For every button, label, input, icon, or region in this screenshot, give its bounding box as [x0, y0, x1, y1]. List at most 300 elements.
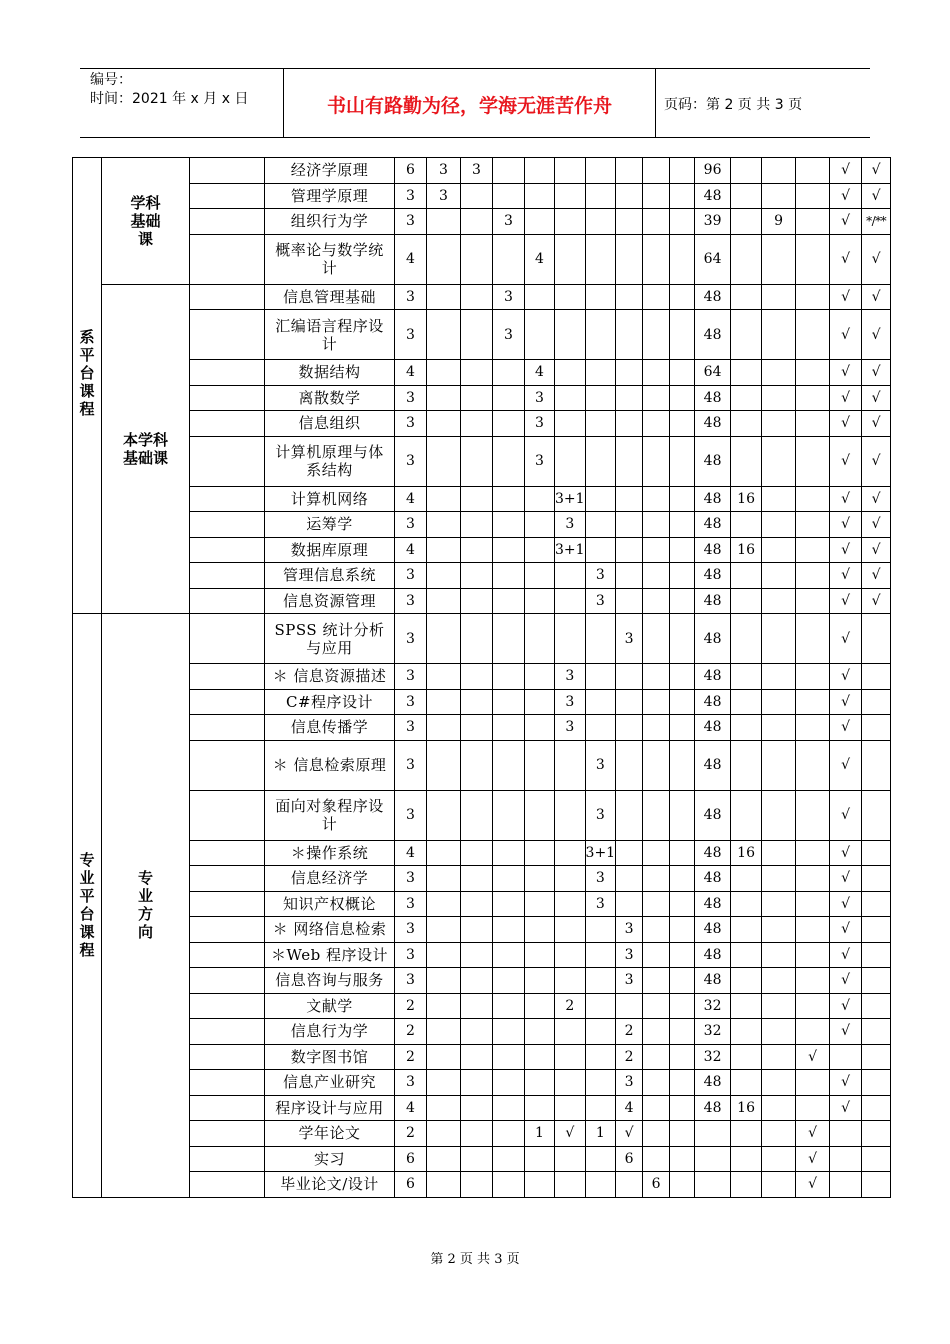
lab-hours-cell: [731, 1121, 762, 1147]
semester-8-cell: [643, 790, 670, 840]
course-name: 计算机网络: [265, 486, 395, 512]
semester-8-cell: [643, 740, 670, 790]
lab-hours-cell: [731, 866, 762, 892]
semester-7-cell: [616, 689, 643, 715]
course-name: 概率论与数学统计: [265, 234, 395, 284]
mark-c-cell: [862, 1146, 891, 1172]
semester-7-cell: [616, 183, 643, 209]
credit-cell: 2: [395, 1044, 427, 1070]
mark-a-cell: [796, 411, 830, 437]
semester-3-cell: [493, 740, 525, 790]
semester-7-cell: [616, 840, 643, 866]
semester-7-cell: [616, 158, 643, 184]
credit-cell: 4: [395, 537, 427, 563]
mark-b-cell: [830, 1044, 862, 1070]
semester-9-cell: [670, 158, 695, 184]
lab-hours-cell: [731, 740, 762, 790]
table-row: [73, 1146, 891, 1172]
subgroup-undergrad-basic: 本学科基础课: [102, 284, 190, 614]
table-row: [73, 740, 891, 790]
hours-cell: 48: [695, 512, 731, 538]
semester-1-cell: [427, 1070, 461, 1096]
semester-4-cell: [525, 614, 555, 664]
semester-5-cell: [555, 1044, 586, 1070]
semester-4-cell: [525, 158, 555, 184]
hours-cell: [695, 1172, 731, 1198]
course-code-cell: [190, 790, 265, 840]
mark-c-cell: [862, 840, 891, 866]
mark-c-cell: √: [862, 411, 891, 437]
table-row: [73, 234, 891, 284]
semester-9-cell: [670, 310, 695, 360]
hours-cell: 32: [695, 1019, 731, 1045]
course-code-cell: [190, 715, 265, 741]
semester-1-cell: [427, 993, 461, 1019]
semester-6-cell: [585, 1146, 616, 1172]
semester-6-cell: [585, 385, 616, 411]
semester-4-cell: [525, 993, 555, 1019]
hours-cell: 48: [695, 385, 731, 411]
credit-cell: 3: [395, 689, 427, 715]
semester-8-cell: [643, 614, 670, 664]
course-name: 信息产业研究: [265, 1070, 395, 1096]
semester-8-cell: [643, 866, 670, 892]
semester-8-cell: [643, 411, 670, 437]
credit-cell: 6: [395, 158, 427, 184]
semester-2-cell: [461, 183, 493, 209]
credit-cell: 3: [395, 740, 427, 790]
hours-cell: 48: [695, 310, 731, 360]
hours-cell: 48: [695, 664, 731, 690]
semester-9-cell: [670, 183, 695, 209]
semester-1-cell: [427, 942, 461, 968]
semester-3-cell: [493, 1172, 525, 1198]
other-hours-cell: [762, 968, 796, 994]
hours-cell: 48: [695, 183, 731, 209]
semester-6-cell: [585, 968, 616, 994]
semester-1-cell: [427, 790, 461, 840]
lab-hours-cell: [731, 436, 762, 486]
table-row: [73, 790, 891, 840]
hours-cell: 48: [695, 614, 731, 664]
semester-9-cell: [670, 740, 695, 790]
course-name: 信息传播学: [265, 715, 395, 741]
lab-hours-cell: [731, 183, 762, 209]
other-hours-cell: [762, 512, 796, 538]
semester-2-cell: [461, 563, 493, 589]
hours-cell: 48: [695, 715, 731, 741]
hours-cell: 48: [695, 840, 731, 866]
semester-7-cell: [616, 993, 643, 1019]
semester-3-cell: [493, 689, 525, 715]
mark-b-cell: √: [830, 486, 862, 512]
semester-9-cell: [670, 891, 695, 917]
mark-c-cell: √: [862, 158, 891, 184]
course-code-cell: [190, 1095, 265, 1121]
course-name: 文献学: [265, 993, 395, 1019]
course-code-cell: [190, 1121, 265, 1147]
lab-hours-cell: [731, 917, 762, 943]
lab-hours-cell: [731, 411, 762, 437]
semester-6-cell: [585, 512, 616, 538]
semester-9-cell: [670, 234, 695, 284]
hours-cell: 48: [695, 917, 731, 943]
semester-2-cell: [461, 1146, 493, 1172]
mark-a-cell: √: [796, 1172, 830, 1198]
semester-3-cell: [493, 917, 525, 943]
course-code-cell: [190, 942, 265, 968]
table-row: [73, 588, 891, 614]
lab-hours-cell: [731, 1070, 762, 1096]
mark-c-cell: */**: [862, 209, 891, 235]
semester-7-cell: 2: [616, 1044, 643, 1070]
hours-cell: 48: [695, 740, 731, 790]
semester-2-cell: [461, 840, 493, 866]
course-name: 管理信息系统: [265, 563, 395, 589]
semester-6-cell: [585, 411, 616, 437]
semester-3-cell: [493, 411, 525, 437]
credit-cell: 4: [395, 360, 427, 386]
credit-cell: 3: [395, 968, 427, 994]
semester-4-cell: [525, 790, 555, 840]
semester-6-cell: [585, 183, 616, 209]
lab-hours-cell: 16: [731, 1095, 762, 1121]
group-system-platform: 系平台课程: [73, 158, 102, 614]
semester-2-cell: [461, 1121, 493, 1147]
credit-cell: 3: [395, 614, 427, 664]
lab-hours-cell: [731, 1146, 762, 1172]
course-name: 数据库原理: [265, 537, 395, 563]
semester-3-cell: 3: [493, 310, 525, 360]
mark-c-cell: [862, 993, 891, 1019]
other-hours-cell: [762, 1121, 796, 1147]
mark-a-cell: [796, 588, 830, 614]
mark-c-cell: [862, 740, 891, 790]
semester-7-cell: [616, 234, 643, 284]
semester-9-cell: [670, 563, 695, 589]
credit-cell: 2: [395, 1121, 427, 1147]
semester-2-cell: [461, 360, 493, 386]
group-major-platform: 专业平台课程: [73, 614, 102, 1198]
semester-4-cell: [525, 1070, 555, 1096]
semester-5-cell: [555, 284, 586, 310]
mark-a-cell: [796, 993, 830, 1019]
semester-4-cell: [525, 740, 555, 790]
mark-a-cell: [796, 942, 830, 968]
hours-cell: [695, 1121, 731, 1147]
table-row: [73, 664, 891, 690]
lab-hours-cell: [731, 209, 762, 235]
semester-2-cell: [461, 436, 493, 486]
lab-hours-cell: 16: [731, 486, 762, 512]
semester-1-cell: [427, 1095, 461, 1121]
lab-hours-cell: [731, 790, 762, 840]
course-code-cell: [190, 993, 265, 1019]
credit-cell: 3: [395, 588, 427, 614]
table-row: [73, 968, 891, 994]
hours-cell: 48: [695, 790, 731, 840]
course-name: ＊Web 程序设计: [265, 942, 395, 968]
mark-c-cell: [862, 866, 891, 892]
semester-1-cell: [427, 1121, 461, 1147]
mark-b-cell: [830, 1146, 862, 1172]
semester-3-cell: [493, 158, 525, 184]
semester-1-cell: [427, 512, 461, 538]
credit-cell: 3: [395, 1070, 427, 1096]
course-code-cell: [190, 183, 265, 209]
semester-8-cell: [643, 588, 670, 614]
credit-cell: 3: [395, 385, 427, 411]
page-header: [80, 68, 870, 138]
other-hours-cell: [762, 411, 796, 437]
semester-3-cell: [493, 866, 525, 892]
semester-2-cell: [461, 993, 493, 1019]
semester-8-cell: [643, 993, 670, 1019]
semester-2-cell: [461, 740, 493, 790]
lab-hours-cell: 16: [731, 537, 762, 563]
semester-8-cell: [643, 689, 670, 715]
semester-7-cell: [616, 866, 643, 892]
semester-6-cell: 1: [585, 1121, 616, 1147]
semester-7-cell: 3: [616, 917, 643, 943]
semester-9-cell: [670, 512, 695, 538]
semester-9-cell: [670, 486, 695, 512]
semester-1-cell: [427, 563, 461, 589]
semester-8-cell: 6: [643, 1172, 670, 1198]
mark-c-cell: [862, 942, 891, 968]
semester-5-cell: [555, 1146, 586, 1172]
semester-8-cell: [643, 234, 670, 284]
course-name: 实习: [265, 1146, 395, 1172]
semester-2-cell: [461, 1172, 493, 1198]
mark-a-cell: [796, 790, 830, 840]
semester-7-cell: [616, 436, 643, 486]
semester-2-cell: [461, 866, 493, 892]
other-hours-cell: [762, 588, 796, 614]
other-hours-cell: [762, 917, 796, 943]
mark-b-cell: √: [830, 689, 862, 715]
course-code-cell: [190, 436, 265, 486]
semester-9-cell: [670, 1121, 695, 1147]
hours-cell: 32: [695, 993, 731, 1019]
mark-a-cell: [796, 1095, 830, 1121]
other-hours-cell: [762, 1044, 796, 1070]
semester-3-cell: [493, 790, 525, 840]
course-code-cell: [190, 588, 265, 614]
mark-a-cell: [796, 385, 830, 411]
lab-hours-cell: [731, 1172, 762, 1198]
page-footer: 第 2 页 共 3 页: [430, 1252, 520, 1267]
semester-6-cell: 3: [585, 866, 616, 892]
credit-cell: 2: [395, 993, 427, 1019]
hours-cell: 48: [695, 588, 731, 614]
semester-7-cell: [616, 1172, 643, 1198]
semester-2-cell: [461, 891, 493, 917]
table-row: [73, 1070, 891, 1096]
table-row: [73, 1172, 891, 1198]
table-row: [73, 891, 891, 917]
semester-5-cell: [555, 158, 586, 184]
mark-a-cell: [796, 614, 830, 664]
semester-9-cell: [670, 209, 695, 235]
other-hours-cell: [762, 1070, 796, 1096]
other-hours-cell: [762, 385, 796, 411]
semester-9-cell: [670, 968, 695, 994]
mark-c-cell: [862, 790, 891, 840]
semester-5-cell: [555, 1095, 586, 1121]
mark-a-cell: [796, 715, 830, 741]
semester-3-cell: [493, 360, 525, 386]
semester-2-cell: [461, 664, 493, 690]
course-name: ＊操作系统: [265, 840, 395, 866]
semester-4-cell: [525, 917, 555, 943]
table-row: [73, 563, 891, 589]
course-name: 毕业论文/设计: [265, 1172, 395, 1198]
header-motto: 书山有路勤为径，学海无涯苦作舟: [326, 95, 612, 117]
credit-cell: 3: [395, 866, 427, 892]
mark-b-cell: √: [830, 840, 862, 866]
semester-3-cell: [493, 1095, 525, 1121]
semester-4-cell: [525, 1044, 555, 1070]
semester-3-cell: [493, 1146, 525, 1172]
semester-7-cell: [616, 790, 643, 840]
semester-1-cell: [427, 968, 461, 994]
semester-8-cell: [643, 664, 670, 690]
course-code-cell: [190, 689, 265, 715]
course-name: 信息资源管理: [265, 588, 395, 614]
hours-cell: 48: [695, 284, 731, 310]
semester-3-cell: 3: [493, 284, 525, 310]
course-code-cell: [190, 1172, 265, 1198]
course-name: 面向对象程序设计: [265, 790, 395, 840]
semester-3-cell: 3: [493, 209, 525, 235]
semester-9-cell: [670, 1146, 695, 1172]
semester-6-cell: [585, 486, 616, 512]
course-code-cell: [190, 891, 265, 917]
semester-9-cell: [670, 385, 695, 411]
semester-1-cell: [427, 588, 461, 614]
course-code-cell: [190, 968, 265, 994]
semester-2-cell: [461, 614, 493, 664]
mark-b-cell: √: [830, 1070, 862, 1096]
semester-6-cell: [585, 689, 616, 715]
semester-9-cell: [670, 715, 695, 741]
lab-hours-cell: [731, 588, 762, 614]
mark-a-cell: √: [796, 1121, 830, 1147]
mark-b-cell: [830, 1121, 862, 1147]
other-hours-cell: [762, 942, 796, 968]
semester-7-cell: 3: [616, 1070, 643, 1096]
credit-cell: 3: [395, 512, 427, 538]
lab-hours-cell: [731, 968, 762, 994]
semester-1-cell: [427, 310, 461, 360]
semester-5-cell: [555, 360, 586, 386]
semester-7-cell: 6: [616, 1146, 643, 1172]
course-code-cell: [190, 664, 265, 690]
mark-c-cell: [862, 1121, 891, 1147]
semester-5-cell: 2: [555, 993, 586, 1019]
semester-1-cell: [427, 740, 461, 790]
course-code-cell: [190, 411, 265, 437]
semester-2-cell: [461, 715, 493, 741]
table-row: [73, 360, 891, 386]
mark-b-cell: √: [830, 183, 862, 209]
table-row: [73, 537, 891, 563]
mark-c-cell: [862, 1095, 891, 1121]
semester-8-cell: [643, 1044, 670, 1070]
course-name: 数据结构: [265, 360, 395, 386]
semester-7-cell: 4: [616, 1095, 643, 1121]
semester-6-cell: [585, 614, 616, 664]
semester-6-cell: [585, 158, 616, 184]
hours-cell: 48: [695, 537, 731, 563]
semester-4-cell: [525, 284, 555, 310]
other-hours-cell: [762, 360, 796, 386]
semester-8-cell: [643, 183, 670, 209]
other-hours-cell: [762, 891, 796, 917]
other-hours-cell: [762, 1019, 796, 1045]
semester-3-cell: [493, 840, 525, 866]
semester-5-cell: [555, 588, 586, 614]
mark-a-cell: [796, 840, 830, 866]
mark-a-cell: √: [796, 1044, 830, 1070]
semester-2-cell: [461, 1095, 493, 1121]
mark-c-cell: √: [862, 588, 891, 614]
semester-9-cell: [670, 866, 695, 892]
semester-7-cell: [616, 385, 643, 411]
course-name: 信息行为学: [265, 1019, 395, 1045]
semester-8-cell: [643, 284, 670, 310]
header-page-number: 页码：第 2 页 共 3 页: [664, 97, 803, 113]
semester-1-cell: [427, 614, 461, 664]
table-row: [73, 183, 891, 209]
semester-3-cell: [493, 1044, 525, 1070]
other-hours-cell: [762, 993, 796, 1019]
course-code-cell: [190, 1044, 265, 1070]
credit-cell: 3: [395, 563, 427, 589]
other-hours-cell: [762, 790, 796, 840]
semester-7-cell: [616, 310, 643, 360]
semester-8-cell: [643, 436, 670, 486]
mark-a-cell: [796, 917, 830, 943]
course-code-cell: [190, 840, 265, 866]
semester-5-cell: 3: [555, 689, 586, 715]
other-hours-cell: [762, 614, 796, 664]
mark-b-cell: √: [830, 790, 862, 840]
hours-cell: 48: [695, 411, 731, 437]
semester-9-cell: [670, 993, 695, 1019]
table-row: [73, 284, 891, 310]
mark-b-cell: √: [830, 284, 862, 310]
subgroup-major-direction: 专业方向: [102, 614, 190, 1198]
semester-8-cell: [643, 537, 670, 563]
credit-cell: 3: [395, 436, 427, 486]
lab-hours-cell: [731, 1019, 762, 1045]
semester-4-cell: [525, 1172, 555, 1198]
mark-b-cell: √: [830, 234, 862, 284]
credit-cell: 3: [395, 209, 427, 235]
course-table: [72, 157, 891, 1198]
semester-1-cell: [427, 284, 461, 310]
mark-c-cell: [862, 968, 891, 994]
semester-2-cell: [461, 537, 493, 563]
credit-cell: 3: [395, 310, 427, 360]
semester-3-cell: [493, 234, 525, 284]
table-row: [73, 614, 891, 664]
semester-3-cell: [493, 664, 525, 690]
semester-9-cell: [670, 1095, 695, 1121]
course-name: ＊ 信息资源描述: [265, 664, 395, 690]
